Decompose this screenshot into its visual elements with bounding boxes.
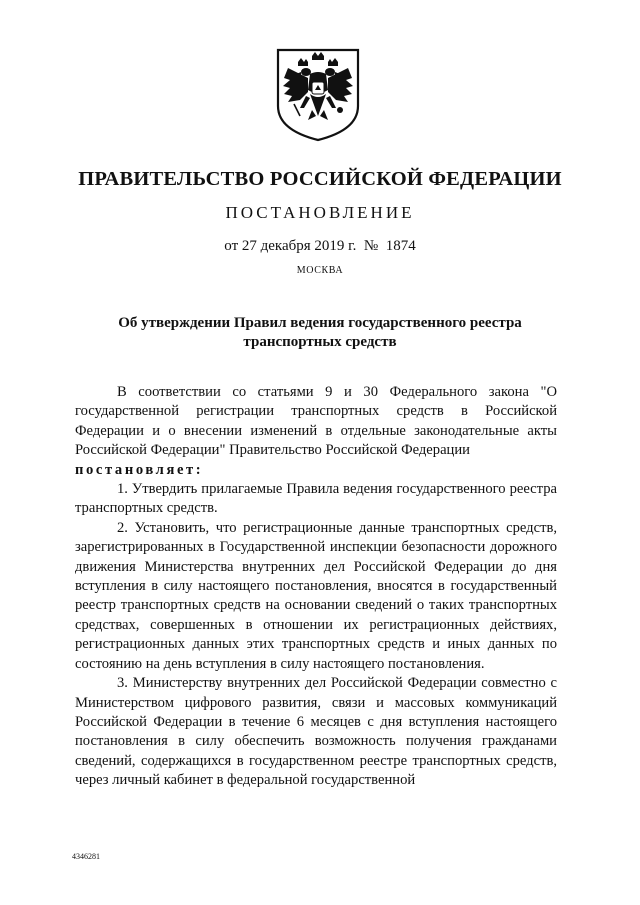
intro-paragraph: В соответствии со статьями 9 и 30 Федерального закона "О государственной регистрации транспортных средств в Российской Федерации и о внесении изменений в отдельные законодательные акты Российской Федерации" Правительство Российской Федерации xyxy=(75,384,557,459)
item-2-paragraph: 2. Установить, что регистрационные данные транспортных средств, зарегистрированных в Государственной инспекции безопасности дорожного движения Министерства внутренних дел Российской Федерации до дня вступления в силу настоящего постановления, вносятся в государственный реестр транспортных средств на основании сведений о таких транспортных средствах, совершенных в отношении их регистрационных действиях, регистрационных данных этих транспортных средств и иных данных по состоянию на день вступления в силу настоящего постановления. xyxy=(75,519,557,672)
item-3-paragraph: 3. Министерству внутренних дел Российской Федерации совместно с Министерством цифрового развития, связи и массовых коммуникаций Российской Федерации в течение 6 месяцев с дня вступления настоящего постановления в силу обеспечить возможность получения гражданами сведений, содержащихся в государственном реестре транспортных средств, через личный кабинет в федеральной государственной xyxy=(75,675,557,789)
document-city: МОСКВА xyxy=(296,265,344,276)
item-1-paragraph: 1. Утвердить прилагаемые Правила ведения государственного реестра транспортных средств. xyxy=(75,481,557,517)
document-date-number: от 27 декабря 2019 г. № 1874 xyxy=(224,238,416,254)
document-subject xyxy=(90,314,550,352)
government-title: ПРАВИТЕЛЬСТВО РОССИЙСКОЙ ФЕДЕРАЦИИ xyxy=(78,168,562,190)
russian-coat-of-arms-icon xyxy=(270,44,366,144)
subject-line-1: Об утверждении Правил ведения государственного реестра xyxy=(118,315,522,331)
document-body xyxy=(75,383,557,791)
decree-word-text: постановляет: xyxy=(75,461,204,478)
decree-word xyxy=(75,461,557,480)
subject-line-2: транспортных средств xyxy=(243,334,397,350)
document-type: ПОСТАНОВЛЕНИЕ xyxy=(225,203,415,222)
document-code: 4346281 xyxy=(72,852,100,861)
